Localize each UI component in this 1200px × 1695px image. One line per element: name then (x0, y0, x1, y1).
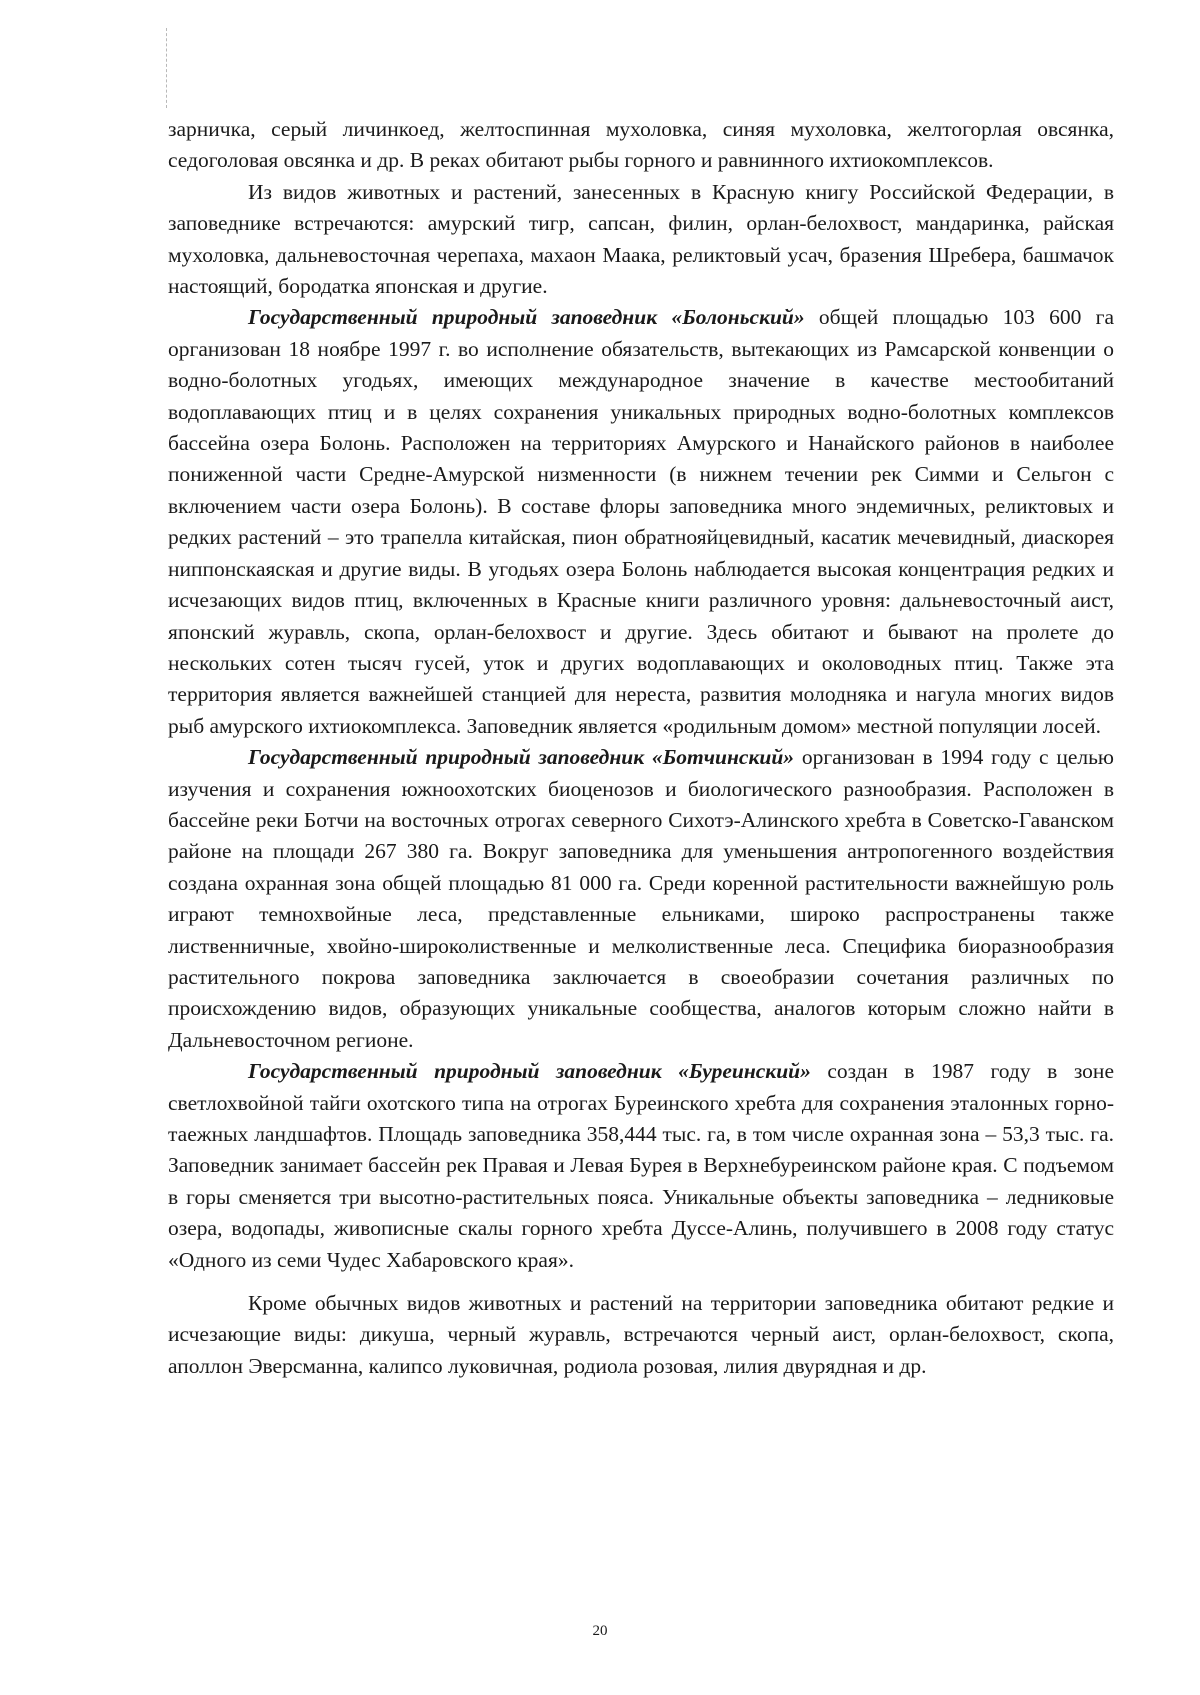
paragraph-rare-species (168, 1288, 1114, 1382)
scan-margin-mark (166, 28, 168, 108)
paragraph-text: зарничка, серый личинкоед, желтоспинная мухоловка, синяя мухоловка, желтогорлая овсянка, седоголовая овсянка и др. В реках обитают рыбы горного и равнинного ихтиокомплексов. (168, 117, 1114, 173)
paragraph-text: создан в 1987 году в зоне светлохвойной тайги охотского типа на отрогах Буреинского хребта для сохранения эталонных горно-таежных ландшафтов. Площадь заповедника 358,444 тыс. га, в том числе охранная зона – 53,3 тыс. га. Заповедник занимает бассейн рек Правая и Левая Бурея в Верхнебуреинском районе края. С подъемом в горы сменяется три высотно-растительных пояса. Уникальные объекты заповедника – ледниковые озера, водопады, живописные скалы горного хребта Дуссе-Алинь, получившего в 2008 году статус «Одного из семи Чудес Хабаровского края». (168, 1059, 1114, 1272)
paragraph-botchinsky-reserve (168, 742, 1114, 1056)
paragraph-bolonsky-reserve (168, 302, 1114, 742)
reserve-heading-bureinsky: Государственный природный заповедник «Буреинский» (248, 1059, 811, 1084)
paragraph-text: организован в 1994 году с целью изучения и сохранения южноохотских биоценозов и биологического разнообразия. Расположен в бассейне реки Ботчи на восточных отрогах северного Сихотэ-Алинского хребта в Советско-Гаванском районе на площади 267 380 га. Вокруг заповедника для уменьшения антропогенного воздействия создана охранная зона общей площадью 81 000 га. Среди коренной растительности важнейшую роль играют темнохвойные леса, представленные ельниками, широко распространены также лиственничные, хвойно-широколиственные и мелколиственные леса. Специфика биоразнообразия растительного покрова заповедника заключается в своеобразии сочетания различных по происхождению видов, образующих уникальные сообщества, аналогов которым сложно найти в Дальневосточном регионе. (168, 745, 1114, 1052)
paragraph-text: Кроме обычных видов животных и растений на территории заповедника обитают редкие и исчезающие виды: дикуша, черный журавль, встречаются черный аист, орлан-белохвост, скопа, аполлон Эверсманна, калипсо луковичная, родиола розовая, лилия двурядная и др. (168, 1291, 1114, 1378)
reserve-heading-bolonsky: Государственный природный заповедник «Болоньский» (248, 305, 805, 330)
paragraph-text: общей площадью 103 600 га организован 18 ноябре 1997 г. во исполнение обязательств, вытекающих из Рамсарской конвенции о водно-болотных угодьях, имеющих международное значение в качестве местообитаний водоплавающих птиц и в целях сохранения уникальных природных водно-болотных комплексов бассейна озера Болонь. Расположен на территориях Амурского и Нанайского районов в наиболее пониженной части Средне-Амурской низменности (в нижнем течении рек Симми и Сельгон с включением части озера Болонь). В составе флоры заповедника много эндемичных, реликтовых и редких растений – это трапелла китайская, пион обратнояйцевидный, касатик мечевидный, диаскорея ниппонскаяская и другие виды. В угодьях озера Болонь наблюдается высокая концентрация редких и исчезающих видов птиц, включенных в Красные книги различного уровня: дальневосточный аист, японский журавль, скопа, орлан-белохвост и другие. Здесь обитают и бывают на пролете до нескольких сотен тысяч гусей, уток и других водоплавающих и околоводных птиц. Также эта территория является важнейшей станцией для нереста, развития молодняка и нагула многих видов рыб амурского ихтиокомплекса. Заповедник является «родильным домом» местной популяции лосей. (168, 305, 1114, 738)
paragraph-bureinsky-reserve (168, 1056, 1114, 1276)
page-number: 20 (592, 1623, 608, 1639)
paragraph-text: Из видов животных и растений, занесенных в Красную книгу Российской Федерации, в заповеднике встречаются: амурский тигр, сапсан, филин, орлан-белохвост, мандаринка, райская мухоловка, дальневосточная черепаха, махаон Маака, реликтовый усач, бразения Шребера, башмачок настоящий, бородатка японская и другие. (168, 179, 1114, 299)
document-body (168, 114, 1114, 1382)
paragraph-red-book-species (168, 177, 1114, 303)
reserve-heading-botchinsky: Государственный природный заповедник «Ботчинский» (248, 745, 795, 770)
paragraph-bird-list-continuation (168, 114, 1114, 177)
